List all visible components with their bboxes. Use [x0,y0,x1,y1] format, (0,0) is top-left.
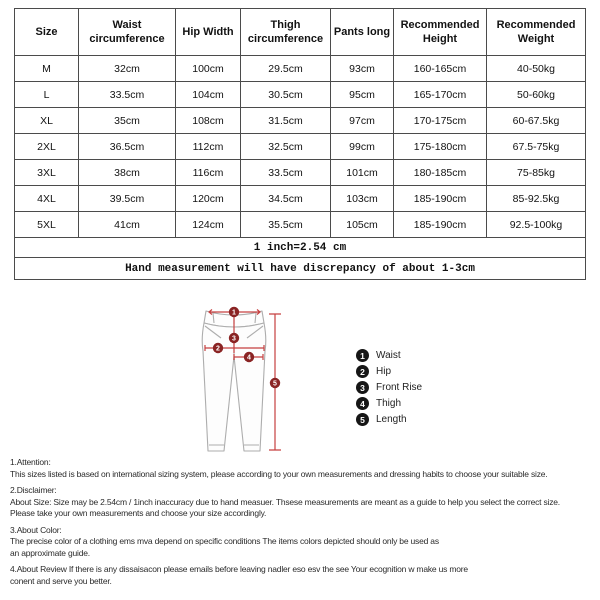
marker-2-number: 2 [216,345,220,353]
cell-pants: 101cm [331,160,394,186]
cell-pants: 95cm [331,82,394,108]
disclaimer-text-line1: About Size: Size may be 2.54cm / 1inch inaccuracy due to hand measuer. Thsese measurements are meant as a guide to help you select the correct size. [10,496,560,507]
unit-note: 1 inch=2.54 cm [15,238,586,258]
legend-label: Front Rise [376,382,423,393]
cell-pants: 103cm [331,186,394,212]
cell-weight: 67.5-75kg [487,134,586,160]
cell-pants: 97cm [331,108,394,134]
cell-height: 185-190cm [394,212,487,238]
legend-label: Thigh [376,398,402,409]
cell-thigh: 32.5cm [241,134,331,160]
legend-number-icon: 5 [356,413,369,426]
unit-note-row [15,238,586,258]
disclaimer-section [10,485,598,520]
column-header: Waist circumference [79,9,176,56]
cell-waist: 32cm [79,56,176,82]
table-row [15,212,586,238]
cell-size: 5XL [15,212,79,238]
column-header: Recommended Height [394,9,487,56]
cell-weight: 40-50kg [487,56,586,82]
column-header: Pants long [331,9,394,56]
cell-pants: 93cm [331,56,394,82]
legend-item [356,413,422,426]
cell-weight: 75-85kg [487,160,586,186]
disclaimer-text-line2: Please take your own measurements and choose your size accordingly. [10,508,267,518]
pants-diagram [168,293,298,465]
marker-3-number: 3 [232,335,236,343]
cell-height: 160-165cm [394,56,487,82]
cell-thigh: 30.5cm [241,82,331,108]
marker-5-number: 5 [273,380,277,388]
cell-hip: 116cm [176,160,241,186]
attention-section [10,457,598,480]
legend-number-icon: 2 [356,365,369,378]
legend-label: Length [376,414,407,425]
cell-size: M [15,56,79,82]
about-review-section [10,564,598,587]
cell-pants: 99cm [331,134,394,160]
table-row [15,160,586,186]
about-color-text-line1: The precise color of a clothing ems mva depend on specific conditions The items colors depicted should only be used as [10,536,439,546]
cell-height: 175-180cm [394,134,487,160]
cell-height: 180-185cm [394,160,487,186]
cell-hip: 112cm [176,134,241,160]
table-row [15,82,586,108]
cell-waist: 38cm [79,160,176,186]
cell-pants: 105cm [331,212,394,238]
hand-note-row [15,258,586,280]
cell-weight: 85-92.5kg [487,186,586,212]
cell-height: 165-170cm [394,82,487,108]
hand-note: Hand measurement will have discrepancy of about 1-3cm [15,258,586,280]
attention-text: This sizes listed is based on international sizing system, please according to your own measurements and dressing habits to choose your suitable size. [10,468,548,479]
table-row [15,108,586,134]
cell-size: XL [15,108,79,134]
cell-thigh: 31.5cm [241,108,331,134]
cell-weight: 50-60kg [487,82,586,108]
cell-waist: 33.5cm [79,82,176,108]
about-review-text-line2: conent and serve you better. [10,575,112,586]
about-color-section [10,525,598,560]
about-color-text-line2: an approximate guide. [10,547,90,558]
cell-thigh: 34.5cm [241,186,331,212]
cell-size: 4XL [15,186,79,212]
cell-height: 170-175cm [394,108,487,134]
legend-item [356,381,422,394]
column-header: Recommended Weight [487,9,586,56]
column-header: Hip Width [176,9,241,56]
measurement-legend [356,349,422,426]
cell-hip: 108cm [176,108,241,134]
column-header: Size [15,9,79,56]
cell-weight: 60-67.5kg [487,108,586,134]
cell-waist: 41cm [79,212,176,238]
legend-number-icon: 3 [356,381,369,394]
marker-4-number: 4 [247,354,251,362]
cell-waist: 35cm [79,108,176,134]
cell-thigh: 33.5cm [241,160,331,186]
legend-item [356,349,422,362]
cell-size: 3XL [15,160,79,186]
marker-1-number: 1 [232,309,236,317]
disclaimer-title: 2.Disclaimer: [10,485,57,495]
cell-size: 2XL [15,134,79,160]
legend-label: Waist [376,350,401,361]
cell-waist: 36.5cm [79,134,176,160]
legend-number-icon: 4 [356,397,369,410]
cell-hip: 120cm [176,186,241,212]
attention-title: 1.Attention: [10,457,51,467]
table-row [15,186,586,212]
table-row [15,134,586,160]
table-row [15,56,586,82]
about-color-title: 3.About Color: [10,524,62,535]
cell-thigh: 29.5cm [241,56,331,82]
cell-size: L [15,82,79,108]
notes-block [10,457,598,592]
legend-item [356,397,422,410]
pants-illustration [168,293,298,465]
legend-item [356,365,422,378]
cell-thigh: 35.5cm [241,212,331,238]
cell-height: 185-190cm [394,186,487,212]
legend-number-icon: 1 [356,349,369,362]
column-header: Thigh circumference [241,9,331,56]
legend-label: Hip [376,366,392,377]
size-table [14,8,586,280]
cell-hip: 104cm [176,82,241,108]
cell-waist: 39.5cm [79,186,176,212]
cell-hip: 124cm [176,212,241,238]
cell-hip: 100cm [176,56,241,82]
about-review-text-line1: 4.About Review If there is any dissaisacon please emails before leaving nadler eso esv the see Your ecognition w make us more [10,564,468,574]
table-header-row [15,9,586,56]
cell-weight: 92.5-100kg [487,212,586,238]
